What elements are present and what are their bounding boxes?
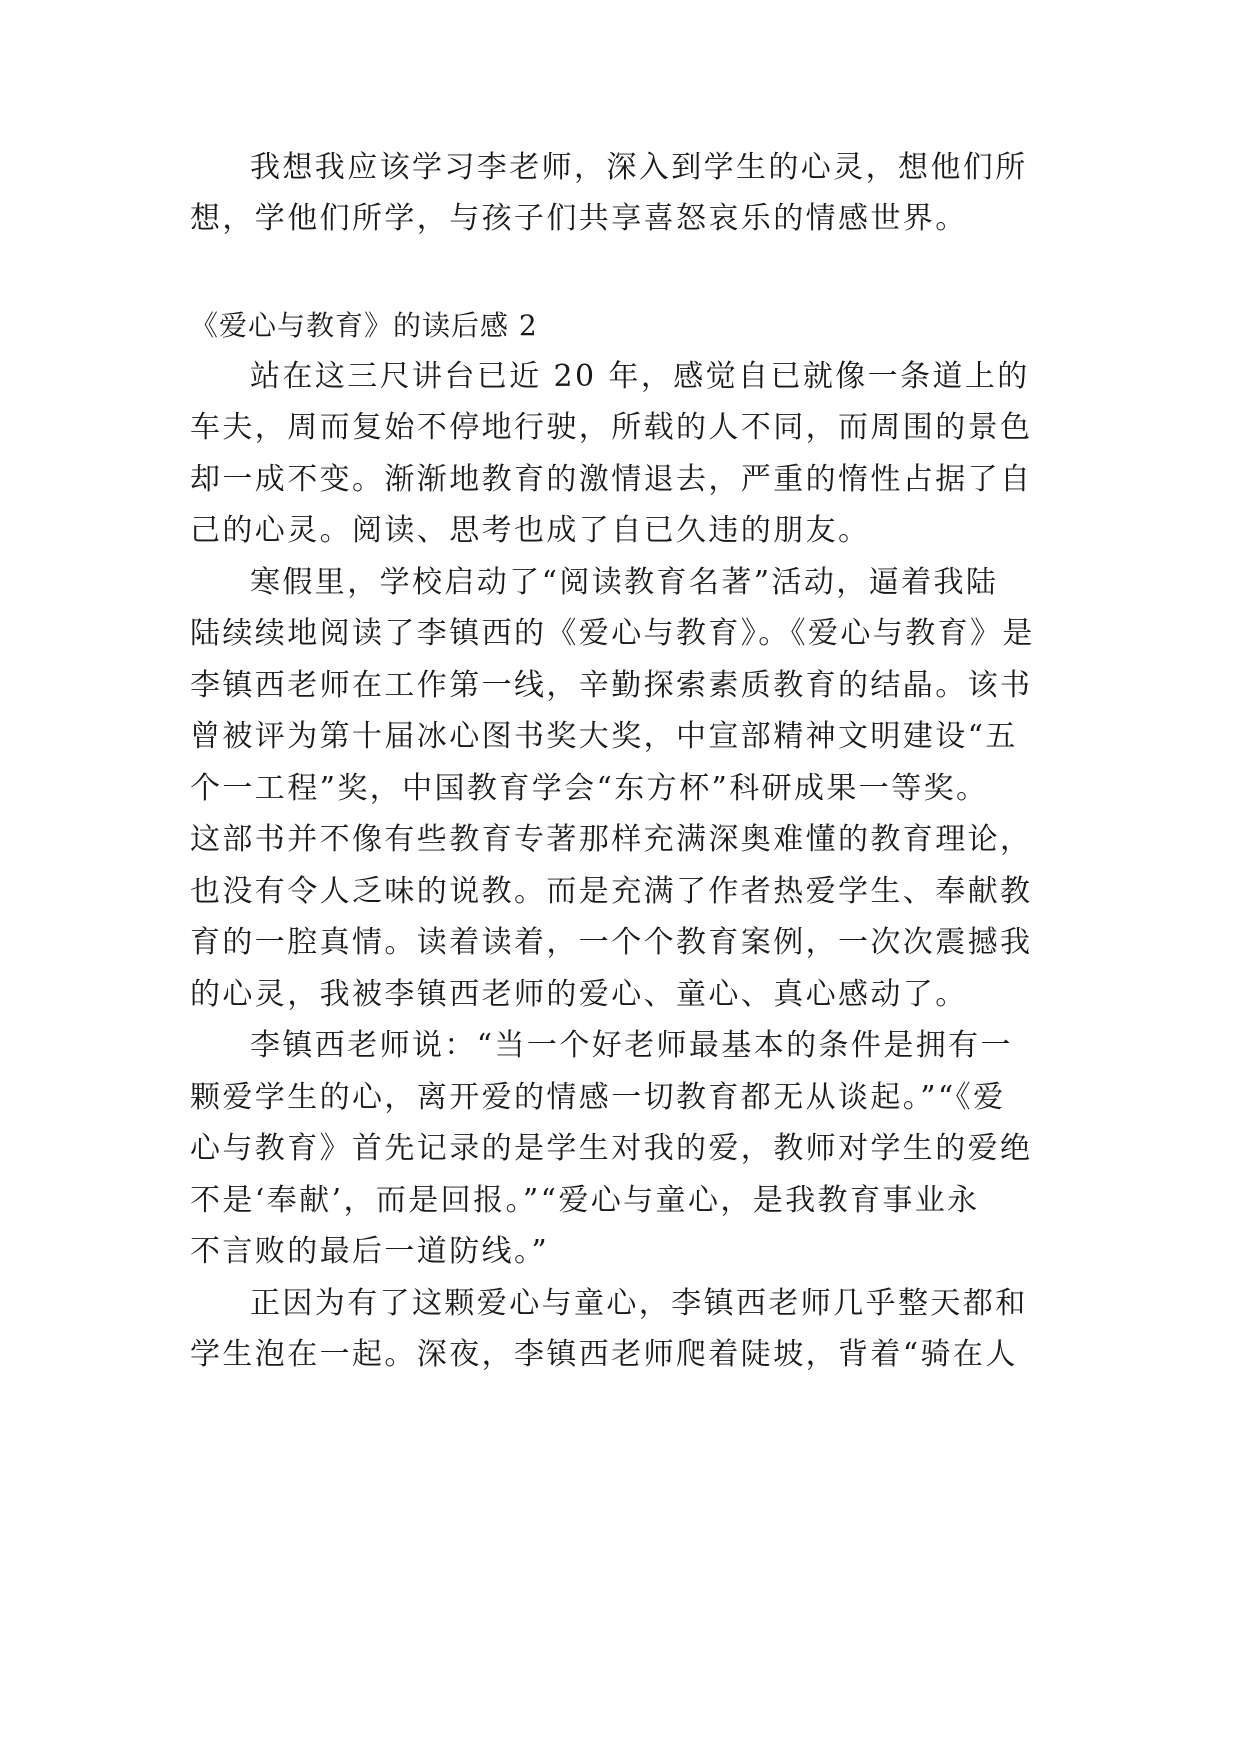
intro-line-2: 想，学他们所学，与孩子们共享喜怒哀乐的情感世界。 xyxy=(190,201,968,236)
paragraph3-line-5: 不言败的最后一道防线。” xyxy=(190,1234,550,1269)
paragraph2-line-6: 这部书并不像有些教育专著那样充满深奥难懂的教育理论， xyxy=(190,822,1033,857)
paragraph3-line-4: 不是‘奉献’，而是回报。”“爱心与童心，是我教育事业永 xyxy=(190,1183,980,1218)
paragraph1-line-1: 站在这三尺讲台已近 20 年，感觉自已就像一条道上的 xyxy=(250,359,1030,394)
section-title: 《爱心与教育》的读后感 2 xyxy=(190,309,538,342)
paragraph3-line-2: 颗爱学生的心，离开爱的情感一切教育都无从谈起。”“《爱 xyxy=(190,1080,1006,1115)
paragraph1-line-2: 车夫，周而复始不停地行驶，所载的人不同，而周围的景色 xyxy=(190,410,1033,445)
paragraph2-line-2: 陆续续地阅读了李镇西的《爱心与教育》。《爱心与教育》是 xyxy=(190,616,1035,651)
paragraph2-line-3: 李镇西老师在工作第一线，辛勤探索素质教育的结晶。该书 xyxy=(190,668,1033,703)
intro-line-1: 我想我应该学习李老师，深入到学生的心灵，想他们所 xyxy=(250,150,1028,185)
paragraph2-line-4: 曾被评为第十届冰心图书奖大奖，中宣部精神文明建设“五 xyxy=(190,719,1018,754)
paragraph1-line-4: 己的心灵。阅读、思考也成了自已久违的朋友。 xyxy=(190,513,871,548)
paragraph2-line-9: 的心灵，我被李镇西老师的爱心、童心、真心感动了。 xyxy=(190,977,968,1012)
paragraph3-line-3: 心与教育》首先记录的是学生对我的爱，教师对学生的爱绝 xyxy=(190,1131,1033,1166)
paragraph4-line-1: 正因为有了这颗爱心与童心，李镇西老师几乎整天都和 xyxy=(250,1286,1028,1321)
paragraph2-line-8: 育的一腔真情。读着读着，一个个教育案例，一次次震撼我 xyxy=(190,925,1033,960)
paragraph3-line-1: 李镇西老师说：“当一个好老师最基本的条件是拥有一 xyxy=(250,1028,1013,1063)
paragraph1-line-3: 却一成不变。渐渐地教育的激情退去，严重的惰性占据了自 xyxy=(190,462,1033,497)
paragraph4-line-2: 学生泡在一起。深夜，李镇西老师爬着陡坡，背着“骑在人 xyxy=(190,1337,1018,1372)
paragraph2-line-1: 寒假里，学校启动了“阅读教育名著”活动，逼着我陆 xyxy=(250,565,999,600)
paragraph2-line-7: 也没有令人乏味的说教。而是充满了作者热爱学生、奉献教 xyxy=(190,874,1033,909)
paragraph2-line-5: 个一工程”奖，中国教育学会“东方杯”科研成果一等奖。 xyxy=(190,771,989,806)
